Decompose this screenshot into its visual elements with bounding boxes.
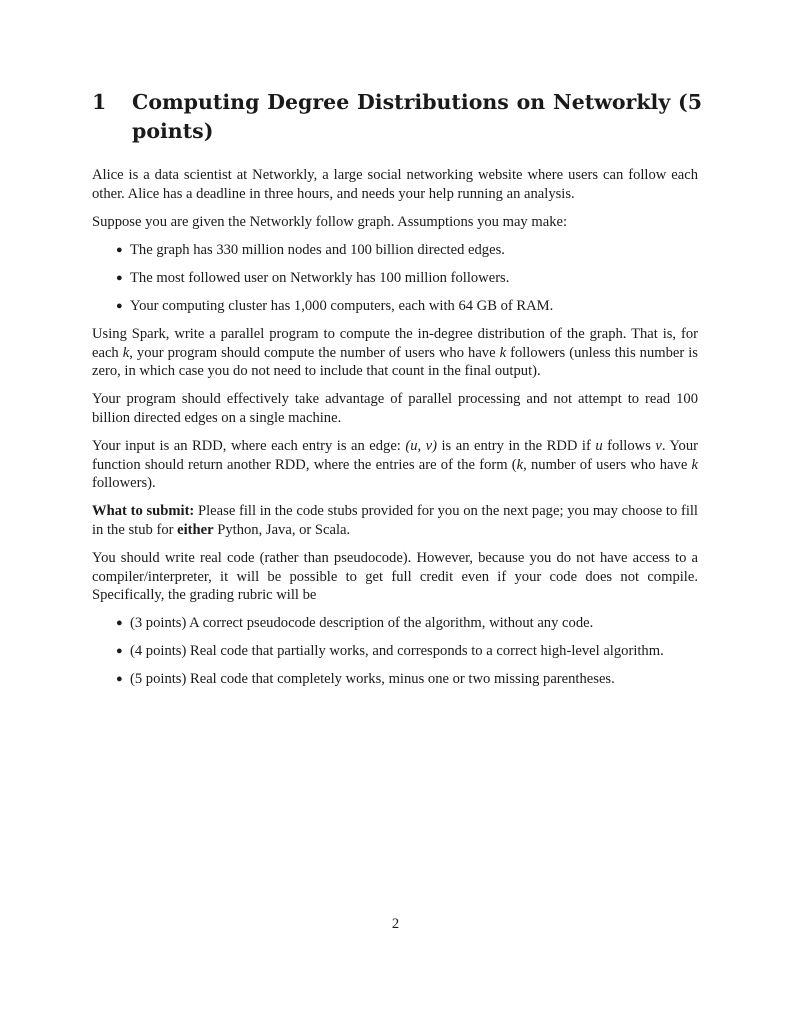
emphasis-either: either xyxy=(177,521,214,538)
list-item-text: Your computing cluster has 1,000 computers, each with 64 GB of RAM. xyxy=(130,297,554,314)
math-variable: v xyxy=(655,438,662,455)
math-variable: k xyxy=(691,456,698,473)
text-run: Using Spark, write a parallel program to compute the in-degree distribution of the graph. That is, for each xyxy=(92,326,698,361)
bullet-icon: ● xyxy=(116,299,123,312)
bullet-icon: ● xyxy=(116,673,123,686)
math-variable: k xyxy=(499,344,507,361)
submit-label: What to submit: xyxy=(92,503,195,520)
grading-rubric-list xyxy=(92,614,698,689)
math-expression: (u, v) xyxy=(405,438,437,455)
list-item xyxy=(92,269,698,288)
list-item xyxy=(92,670,698,689)
grading-paragraph: You should write real code (rather than pseudocode). However, because you do not have access to a compiler/interpreter, it will be possible to get full credit even if your code does not compile. Specifically, the grading rubric will be xyxy=(92,550,698,604)
bullet-icon: ● xyxy=(116,617,123,630)
text-run: . Your function should return another RDD, where the entries are of the form ( xyxy=(92,438,698,473)
list-item xyxy=(92,241,698,260)
bullet-icon: ● xyxy=(116,645,123,658)
task-paragraph xyxy=(92,325,698,381)
list-item xyxy=(92,297,698,316)
intro-paragraph: Alice is a data scientist at Networkly, a large social networking website where users can follow each other. Alice has a deadline in three hours, and needs your help running an analysis. xyxy=(92,167,698,202)
text-run: Please fill in the code stubs provided for you on the next page; you may choose to fill in the stub for xyxy=(92,503,698,538)
text-run: Your input is an RDD, where each entry is an edge: xyxy=(92,438,406,455)
section-heading xyxy=(92,88,702,146)
text-run: is an entry in the RDD if xyxy=(437,438,596,455)
text-run: follows xyxy=(602,438,656,455)
list-item xyxy=(92,642,698,661)
text-run: , number of users who have xyxy=(523,456,692,473)
bullet-icon: ● xyxy=(116,243,123,256)
text-run: followers). xyxy=(92,475,156,492)
parallel-paragraph: Your program should effectively take advantage of parallel processing and not attempt to read 100 billion directed edges on a single machine. xyxy=(92,391,698,426)
list-item-text: The graph has 330 million nodes and 100 billion directed edges. xyxy=(130,241,505,258)
assumptions-list xyxy=(92,241,698,316)
list-item-text: (5 points) Real code that completely works, minus one or two missing parentheses. xyxy=(130,671,615,688)
text-run: Python, Java, or Scala. xyxy=(213,521,351,538)
section-number: 1 xyxy=(92,90,107,114)
list-item-text: (4 points) Real code that partially works, and corresponds to a correct high-level algorithm. xyxy=(130,643,664,660)
list-item-text: The most followed user on Networkly has 100 million followers. xyxy=(130,269,510,286)
input-paragraph xyxy=(92,437,698,493)
math-variable: k xyxy=(516,456,524,473)
submit-paragraph xyxy=(92,502,698,539)
list-item xyxy=(92,614,698,633)
page-number: 2 xyxy=(391,916,400,932)
list-item-text: (3 points) A correct pseudocode description of the algorithm, without any code. xyxy=(130,615,594,632)
math-variable: k xyxy=(122,344,130,361)
assumptions-intro: Suppose you are given the Networkly follow graph. Assumptions you may make: xyxy=(92,213,568,230)
math-variable: u xyxy=(595,438,603,455)
bullet-icon: ● xyxy=(116,271,123,284)
text-run: , your program should compute the number of users who have xyxy=(129,344,500,361)
section-title: Computing Degree Distributions on Networkly (5 points) xyxy=(132,90,702,143)
text-run: followers (unless this number is zero, in which case you do not need to include that count in the final output). xyxy=(92,344,698,380)
document-body xyxy=(92,166,698,699)
